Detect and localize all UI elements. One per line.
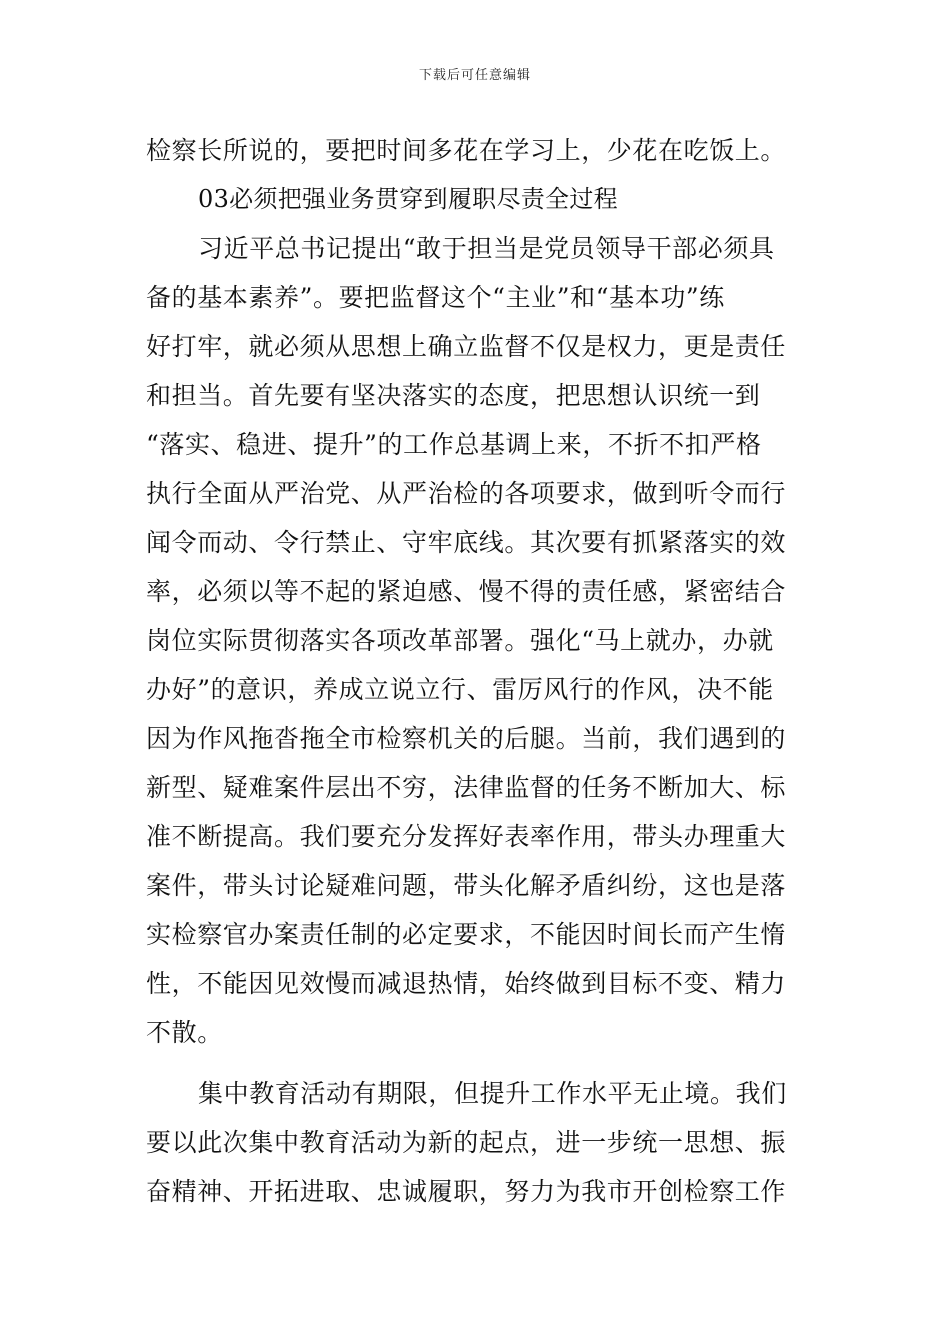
text-line: 率，必须以等不起的紧迫感、慢不得的责任感，紧密结合 bbox=[146, 577, 787, 606]
text-line: 实检察官办案责任制的必定要求，不能因时间长而产生惰 bbox=[146, 920, 787, 949]
document-body bbox=[146, 126, 808, 1216]
text-line: 新型、疑难案件层出不穷，法律监督的任务不断加大、标 bbox=[146, 773, 787, 802]
text-line: 办好”的意识，养成立说立行、雷厉风行的作风，决不能 bbox=[146, 675, 774, 704]
paragraph-gap bbox=[146, 1057, 808, 1069]
text-line: 好打牢，就必须从思想上确立监督不仅是权力，更是责任 bbox=[146, 332, 787, 361]
text-line: 备的基本素养”。要把监督这个“主业”和“基本功”练 bbox=[146, 283, 725, 312]
text-line: 习近平总书记提出“敢于担当是党员领导干部必须具 bbox=[198, 234, 775, 263]
text-line: 准不断提高。我们要充分发挥好表率作用，带头办理重大 bbox=[146, 822, 787, 851]
text-line: 执行全面从严治党、从严治检的各项要求，做到听令而行 bbox=[146, 479, 787, 508]
text-line: 案件，带头讨论疑难问题，带头化解矛盾纠纷，这也是落 bbox=[146, 871, 787, 900]
text-line: “落实、稳进、提升”的工作总基调上来，不折不扣严格 bbox=[146, 430, 762, 459]
text-line: 检察长所说的，要把时间多花在学习上，少花在吃饭上。 bbox=[146, 136, 787, 165]
text-line: 因为作风拖沓拖全市检察机关的后腿。当前，我们遇到的 bbox=[146, 724, 787, 753]
text-line: 不散。 bbox=[146, 1018, 223, 1047]
text-line: 闻令而动、令行禁止、守牢底线。其次要有抓紧落实的效 bbox=[146, 528, 787, 557]
section-heading: 03必须把强业务贯穿到履职尽责全过程 bbox=[198, 185, 618, 213]
text-line: 岗位实际贯彻落实各项改革部署。强化“马上就办，办就 bbox=[146, 626, 774, 655]
page-header-note: 下载后可任意编辑 bbox=[418, 68, 531, 83]
text-line: 和担当。首先要有坚决落实的态度，把思想认识统一到 bbox=[146, 381, 761, 410]
text-line: 性，不能因见效慢而减退热情，始终做到目标不变、精力 bbox=[146, 969, 787, 998]
text-line: 奋精神、开拓进取、忠诚履职，努力为我市开创检察工作 bbox=[146, 1177, 787, 1206]
text-line: 要以此次集中教育活动为新的起点，进一步统一思想、振 bbox=[146, 1128, 787, 1157]
text-line: 集中教育活动有期限，但提升工作水平无止境。我们 bbox=[198, 1079, 787, 1108]
